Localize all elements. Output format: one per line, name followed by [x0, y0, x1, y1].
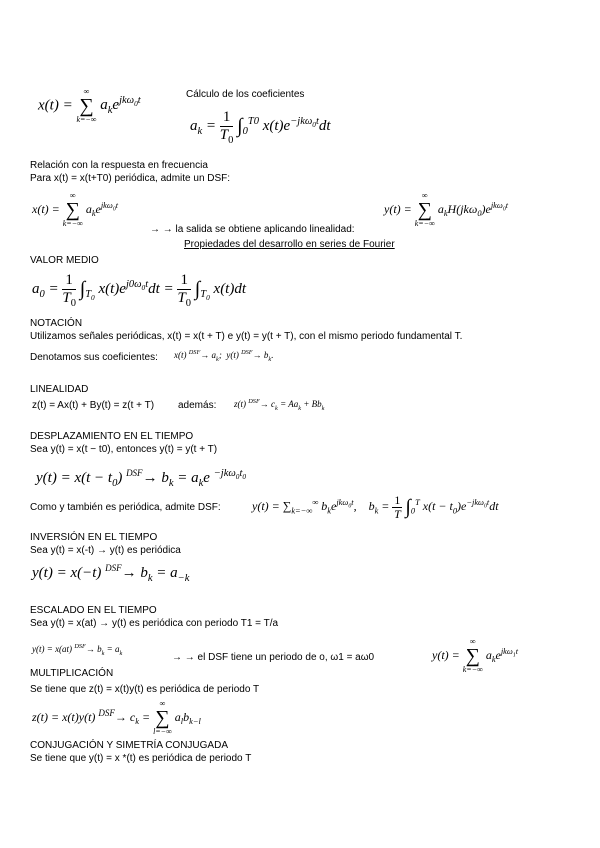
- linealidad-line-1: z(t) = Ax(t) + By(t) = z(t + T): [32, 400, 155, 411]
- dsf-input-equation: x(t) = ∞ ∑ k=−∞ $a_ke^{jk\omega_0t}$: [32, 191, 119, 228]
- relation-line-2: Para x(t) = x(t+T0) periódica, admite un DSF:: [30, 173, 231, 184]
- desplazamiento-equation: $y(t) = x(t - t_0)$ $^{DSF}\to b_k = a_ke$ $^{-jk\omega_0t_0}$: [36, 468, 247, 489]
- sum-lower-limit: k=−∞: [76, 115, 97, 124]
- escalado-line-1: Sea y(t) = x(at) → y(t) es periódica con periodo T1 = T/a: [30, 618, 279, 629]
- linealidad-ademas: además:: [178, 400, 217, 411]
- relation-arrow-text: → → la salida se obtiene aplicando linealidad:: [150, 224, 355, 235]
- synthesis-equation: [38, 88, 141, 124]
- synthesis-term: $a_ke^{jk\omega_0t}$: [100, 95, 141, 117]
- valor-medio-heading: VALOR MEDIO: [30, 255, 99, 266]
- multiplicacion-equation: z(t) = x(t)y(t) $^{DSF}\to c_k$ = ∞ ∑ l=−∞ $a_lb_{k-l}$: [32, 699, 201, 736]
- desplazamiento-heading: DESPLAZAMIENTO EN EL TIEMPO: [30, 431, 194, 442]
- linealidad-equation: z(t) $^{DSF}\to c_k = Aa_k + Bb_k$: [234, 398, 325, 412]
- dsf-output-equation: y(t) = ∞ ∑ k=−∞ $a_kH(jk\omega_0)e^{jk\omega_0t}$: [384, 191, 509, 228]
- inversion-equation: y(t) = x(−t) $^{DSF}\to b_k = a_{-k}$: [32, 563, 190, 584]
- escalado-arrow-text: → → el DSF tiene un periodo de o, ω1 = aω0: [172, 652, 375, 663]
- linealidad-heading: LINEALIDAD: [30, 384, 89, 395]
- notacion-heading: NOTACIÓN: [30, 318, 83, 329]
- desplazamiento-line-1: Sea y(t) = x(t − t0), entonces y(t) = y(t + T): [30, 444, 218, 455]
- multiplicacion-heading: MULTIPLICACIÓN: [30, 668, 114, 679]
- summation-symbol: ∞ ∑ k=−∞: [76, 87, 97, 124]
- escalado-heading: ESCALADO EN EL TIEMPO: [30, 605, 157, 616]
- notacion-line-2: Denotamos sus coeficientes:: [30, 352, 158, 363]
- inversion-heading: INVERSIÓN EN EL TIEMPO: [30, 532, 158, 543]
- coefficients-heading: Cálculo de los coeficientes: [186, 89, 305, 100]
- valor-medio-equation: $a_0$ = $\frac{1}{T_0}$ $\int_{T_0}$ $x(t)e^{j0\omega_0t}dt$ = $\frac{1}{T_0}$ $\int_{T_0}$ x(t)dt: [32, 272, 247, 309]
- fraction-one-over-t0: $\frac{1}{T_0}$: [219, 109, 234, 146]
- desplazamiento-dsf-equation: $y(t) = \sum_{k=-\infty}^\infty$ $b_ke^{jk\omega_0t}$, $b_k$ = $\frac{1}{T}$ $\int_0^T$ $x(t - t_0)e^{-jk\omega_0t}dt$: [252, 493, 499, 521]
- synthesis-lhs: x(t) =: [38, 97, 73, 114]
- escalado-equation: y(t) = x(at) $^{DSF}\to b_k = a_k$: [32, 643, 123, 657]
- escalado-dsf-equation: y(t) = ∞ ∑ k=−∞ $a_ke^{jk\omega_1t}$: [432, 637, 519, 674]
- notacion-line-1: Utilizamos señales periódicas, x(t) = x(t + T) e y(t) = y(t + T), con el mismo periodo fundamental T.: [30, 331, 463, 342]
- notacion-equation: x(t) $^{DSF}\to a_k$; y(t) $^{DSF}\to b_k$.: [174, 349, 274, 363]
- conjugacion-heading: CONJUGACIÓN Y SIMETRÍA CONJUGADA: [30, 740, 228, 751]
- analysis-equation: $a_k$ = $\frac{1}{T_0}$ $\int_0^{T0}$ $x(t)e^{-jk\omega_0t}dt$: [190, 109, 331, 146]
- inversion-line-1: Sea y(t) = x(-t) → y(t) es periódica: [30, 545, 181, 556]
- multiplicacion-line-1: Se tiene que z(t) = x(t)y(t) es periódica de periodo T: [30, 684, 260, 695]
- properties-title: Propiedades del desarrollo en series de Fourier: [184, 239, 395, 250]
- conjugacion-line-1: Se tiene que y(t) = x *(t) es periódica de periodo T: [30, 753, 252, 764]
- relation-line-1: Relación con la respuesta en frecuencia: [30, 160, 208, 171]
- desplazamiento-line-2: Como y también es periódica, admite DSF:: [30, 502, 221, 513]
- sum-upper-limit: ∞: [83, 87, 90, 96]
